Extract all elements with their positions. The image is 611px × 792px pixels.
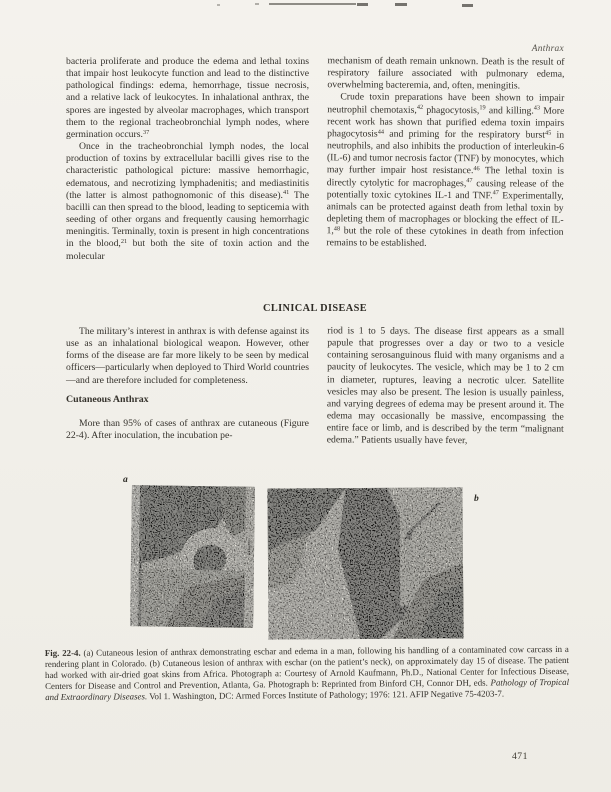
scan-artifact-dash bbox=[357, 3, 368, 6]
scan-artifact-dash bbox=[217, 4, 220, 6]
figure-label-b: b bbox=[474, 494, 479, 504]
photo-b-image bbox=[267, 487, 463, 639]
figure-caption: Fig. 22-4. (a) Cutaneous lesion of anthrax demonstrating eschar and edema in a man, following his handling of a contaminated cow carcass in a rendering plant in Colorado. (b) Cutaneous lesion of anthrax with eschar (on the patient’s neck), on approximately day 15 of disease. The patient had worked with air-dried goat skins from Africa. Photograph a: Courtesy of Arnold Kaufmann, Ph.D., National Center for Infectious Disease, Centers for Disease and Control and Prevention, Atlanta, Ga. Photograph b: Reprinted from Binford CH, Connor DH, eds. Pathology of Tropical and Extraordinary Diseases. Vol 1. Washington, DC: Armed Forces Institute of Pathology; 1976: 121. AFIP Negative 75-4203-7. bbox=[44, 643, 570, 703]
figure-label-a: a bbox=[123, 475, 128, 485]
paragraph: Once in the tracheobronchial lymph nodes, the local production of toxins by extracellular bacilli gives rise to the characteristic pathological picture: massive hemorrhagic, edematous, and necrotizing lymphadenitis; and mediastinitis (the latter is almost pathognomonic of this disease).$^{41}$ The bacilli can then spread to the blood, leading to septicemia with seeding of other organs and frequently causing hemorrhagic meningitis. Terminally, toxin is present in high concentrations in the blood,$^{21}$ but both the site of toxin action and the molecular bbox=[66, 141, 309, 262]
paragraph: The military’s interest in anthrax is with defense against its use as an inhalational biological weapon. However, other forms of the disease are far more likely to be seen by medical officers—particularly when deployed to Third World countries—and are therefore included for completeness. bbox=[66, 326, 309, 386]
figure-photo-b bbox=[267, 487, 463, 639]
paragraph: mechanism of death remain unknown. Death is the result of respiratory failure associated with pulmonary edema, overwhelming bacteremia, and, often, meningitis. bbox=[327, 55, 565, 92]
scan-artifact-line bbox=[269, 3, 356, 5]
paragraph: Crude toxin preparations have been shown to impair neutrophil chemotaxis,$^{42}$ phagocytosis,$^{19}$ and killing.$^{43}$ More recent work has shown that purified edema toxin impairs phagocytosis$^{44}$ and priming for the respiratory burst$^{45}$ in neutrophils, and also inhibits the production of interleukin-6 (IL-6) and tumor necrosis factor (TNF) by monocytes, which may further impair host resistance.$^{46}$ The lethal toxin is directly cytolytic for macrophages,$^{47}$ causing release of the potentially toxic cytokines IL-1 and TNF.$^{47}$ Experimentally, animals can be protected against death from lethal toxin by depleting them of macrophages or blocking the effect of IL-1,48 but the role of these cytokines in death from infection remains to be established. bbox=[326, 91, 565, 250]
paragraph: More than 95% of cases of anthrax are cutaneous (Figure 22-4). After inoculation, the incubation pe- bbox=[66, 417, 309, 442]
right-column-top bbox=[326, 55, 564, 251]
scan-artifact-dash bbox=[462, 4, 473, 7]
paragraph: bacteria proliferate and produce the edema and lethal toxins that impair host leukocyte function and lead to the distinctive pathological findings: edema, hemorrhage, tissue necrosis, and a relative lack of leukocytes. In inhalational anthrax, the spores are ingested by alveolar macrophages, which transport them to the regional tracheobronchial lymph nodes, where germination occurs.$^{37}$ bbox=[66, 56, 309, 140]
left-column-top bbox=[66, 56, 309, 263]
scan-artifact-dash bbox=[395, 3, 407, 6]
section-heading-clinical-disease: CLINICAL DISEASE bbox=[263, 303, 367, 314]
running-header: Anthrax bbox=[531, 44, 564, 54]
right-column-middle bbox=[327, 325, 565, 448]
page-number: 471 bbox=[512, 751, 528, 762]
subsection-heading-cutaneous-anthrax: Cutaneous Anthrax bbox=[66, 393, 149, 405]
paragraph: riod is 1 to 5 days. The disease first appears as a small papule that progresses over a day or two to a vesicle containing serosanguinous fluid with many organisms and a paucity of leukocytes. The vesicle, which may be 1 to 2 cm in diameter, ruptures, leaving a necrotic ulcer. Satellite vesicles may also be present. The lesion is usually painless, and varying degrees of edema may be present around it. The edema may occasionally be massive, encompassing the entire face or limb, and is described by the term “malignant edema.” Patients usually have fever, bbox=[326, 325, 565, 447]
scan-artifact-dash bbox=[255, 3, 259, 5]
figure-photo-a bbox=[130, 485, 255, 628]
left-column-middle bbox=[66, 326, 309, 442]
photo-a-image bbox=[130, 485, 255, 628]
